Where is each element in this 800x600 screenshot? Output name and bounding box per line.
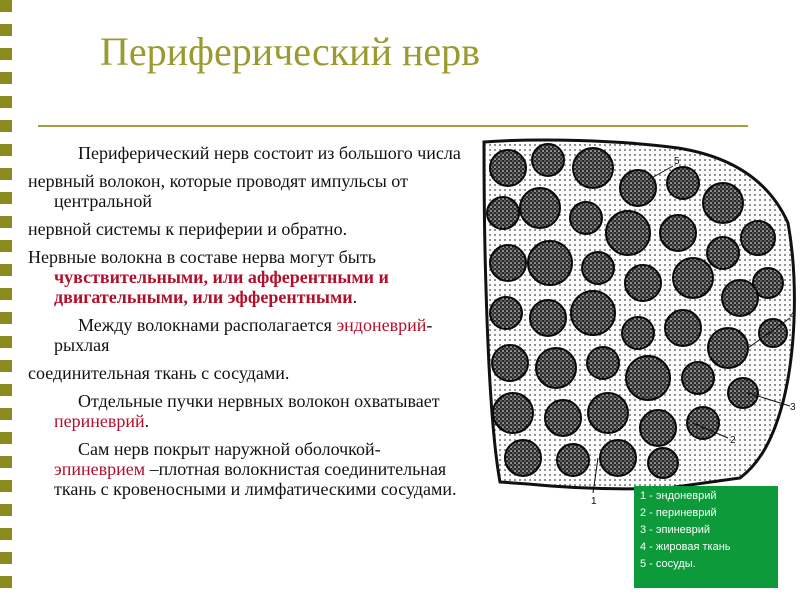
paragraph-5-end: - рыхлая [54, 315, 433, 355]
sidebar-square [0, 576, 12, 588]
sidebar-square [0, 552, 12, 564]
sidebar-square [0, 312, 12, 324]
paragraph-8-text: Сам нерв покрыт наружной оболочкой- [78, 439, 381, 459]
fascicle [573, 148, 613, 188]
fascicle [665, 310, 701, 346]
paragraph-6 [28, 363, 468, 383]
legend-item-1: 1 - эндоневрий [640, 490, 717, 502]
fascicle [490, 245, 526, 281]
fascicle [648, 448, 678, 478]
fascicle [622, 317, 654, 349]
slide-title: Периферический нерв [100, 29, 481, 74]
sidebar-square [0, 264, 12, 276]
sidebar-square [0, 372, 12, 384]
fascicle [528, 241, 572, 285]
sidebar-square [0, 228, 12, 240]
fascicle [707, 237, 739, 269]
sidebar-square [0, 408, 12, 420]
paragraph-5-text: Между волокнами располагается [78, 315, 337, 335]
sidebar-square [0, 96, 12, 108]
sidebar-square [0, 288, 12, 300]
sidebar-square [0, 156, 12, 168]
sidebar-square [0, 564, 12, 576]
sidebar-square [0, 192, 12, 204]
fascicle [606, 211, 650, 255]
legend-box [634, 486, 778, 588]
sidebar-square [0, 0, 12, 12]
fascicle [703, 183, 743, 223]
sidebar-square [0, 120, 12, 132]
fascicle [728, 378, 758, 408]
decorative-sidebar-stripe [0, 0, 12, 600]
fascicle [625, 265, 661, 301]
sidebar-square [0, 384, 12, 396]
fascicle [520, 188, 560, 228]
fascicle [667, 167, 699, 199]
legend-item-4: 4 - жировая ткань [640, 541, 731, 553]
fascicle [722, 280, 758, 316]
paragraph-8-highlight: эпиневрием [54, 459, 146, 479]
paragraph-3 [28, 219, 468, 239]
paragraph-8 [28, 439, 468, 499]
sidebar-square [0, 300, 12, 312]
sidebar-square [0, 216, 12, 228]
sidebar-square [0, 204, 12, 216]
fascicle [587, 347, 619, 379]
figure-label-1: 1 [591, 496, 597, 507]
sidebar-square [0, 60, 12, 72]
fascicle [741, 221, 775, 255]
figure-label-4: 4 [790, 310, 796, 321]
sidebar-square [0, 276, 12, 288]
sidebar-square [0, 72, 12, 84]
fascicle [557, 444, 589, 476]
legend-item-2: 2 - периневрий [640, 507, 717, 519]
sidebar-square [0, 132, 12, 144]
paragraph-4-highlight: чувствительными, или афферентными и двигательными, или эфферентными [54, 267, 389, 307]
sidebar-square [0, 144, 12, 156]
sidebar-square [0, 348, 12, 360]
sidebar-square [0, 180, 12, 192]
fascicle [640, 410, 676, 446]
paragraph-3-text: нервной системы к периферии и обратно. [28, 219, 348, 239]
sidebar-square [0, 468, 12, 480]
fascicle [620, 170, 656, 206]
fascicle [490, 297, 522, 329]
paragraph-7-text: Отдельные пучки нервных волокон охватывает [78, 391, 440, 411]
sidebar-square [0, 516, 12, 528]
sidebar-square [0, 492, 12, 504]
sidebar-square [0, 540, 12, 552]
sidebar-square [0, 432, 12, 444]
fascicle [660, 215, 696, 251]
fascicle [492, 345, 528, 381]
paragraph-7-end: . [144, 411, 150, 431]
sidebar-square [0, 12, 12, 24]
paragraph-7 [28, 391, 468, 431]
paragraph-4-text: Нервные волокна в составе нерва могут быть [28, 247, 376, 267]
fascicle [530, 300, 566, 336]
sidebar-square [0, 588, 12, 600]
fascicle [570, 202, 602, 234]
legend-item-5: 5 - сосуды. [640, 558, 696, 570]
paragraph-2 [28, 171, 468, 211]
fascicle [673, 258, 713, 298]
slide-body [28, 143, 468, 507]
sidebar-square [0, 444, 12, 456]
sidebar-square [0, 84, 12, 96]
fascicle [536, 348, 576, 388]
fascicle [493, 393, 533, 433]
fascicle [571, 291, 615, 335]
fascicle [505, 440, 541, 476]
legend-item-3: 3 - эпиневрий [640, 524, 711, 536]
fascicle [582, 252, 614, 284]
sidebar-square [0, 360, 12, 372]
sidebar-square [0, 480, 12, 492]
title-underline [38, 125, 748, 127]
paragraph-7-highlight: периневрий [54, 411, 145, 431]
paragraph-6-text: соединительная ткань с сосудами. [28, 363, 290, 383]
paragraph-2-text: нервный волокон, которые проводят импульсы от центральной [28, 171, 408, 211]
paragraph-1 [28, 143, 468, 163]
sidebar-square [0, 324, 12, 336]
fascicle [600, 440, 636, 476]
fascicle [626, 356, 670, 400]
sidebar-square [0, 456, 12, 468]
sidebar-square [0, 396, 12, 408]
figure-label-3: 3 [790, 402, 796, 413]
sidebar-square [0, 528, 12, 540]
paragraph-5 [28, 315, 468, 355]
sidebar-square [0, 504, 12, 516]
sidebar-square [0, 252, 12, 264]
paragraph-8-end: –плотная волокнистая соединительная ткань с кровеносными и лимфатическими сосудами. [54, 459, 457, 499]
fascicle [490, 150, 526, 186]
sidebar-square [0, 108, 12, 120]
fascicle [687, 407, 719, 439]
fascicle [545, 400, 581, 436]
paragraph-5-highlight: эндоневрий [336, 315, 427, 335]
sidebar-square [0, 336, 12, 348]
paragraph-4-end: . [352, 287, 358, 307]
paragraph-4 [28, 247, 468, 307]
fascicle [532, 144, 564, 176]
nerve-cross-section-illustration [478, 138, 800, 513]
sidebar-square [0, 420, 12, 432]
fascicle [487, 197, 519, 229]
fascicle [708, 328, 748, 368]
fascicle [682, 362, 714, 394]
figure-label-5: 5 [674, 156, 680, 167]
figure-label-2: 2 [730, 435, 736, 446]
sidebar-square [0, 24, 12, 36]
paragraph-1-text: Периферический нерв состоит из большого числа [78, 143, 461, 163]
fascicle [588, 393, 628, 433]
sidebar-square [0, 168, 12, 180]
sidebar-square [0, 36, 12, 48]
sidebar-square [0, 48, 12, 60]
sidebar-square [0, 240, 12, 252]
